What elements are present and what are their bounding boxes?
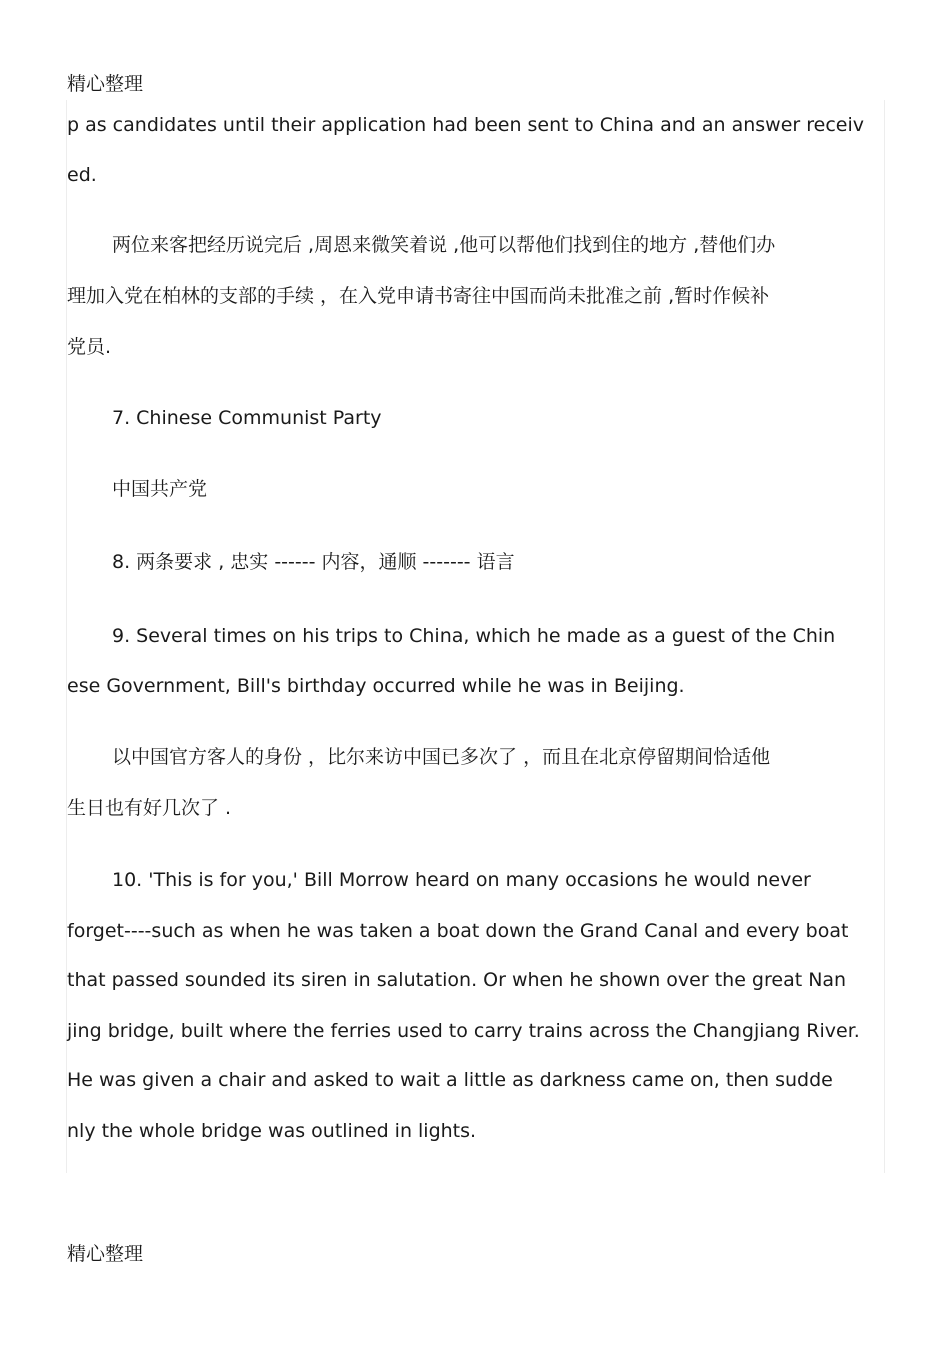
paragraph-line: nly the whole bridge was outlined in lights.	[67, 1120, 477, 1142]
paragraph-line: 10. 'This is for you,' Bill Morrow heard on many occasions he would never	[112, 869, 811, 891]
paragraph-line: 以中国官方客人的身份 ，比尔来访中国已多次了 ，而且在北京停留期间恰适他	[112, 746, 771, 768]
paragraph-line: 理加入党在柏林的支部的手续 ，在入党申请书寄往中国而尚未批准之前 ,暂时作候补	[67, 285, 770, 307]
paragraph-line: jing bridge, built where the ferries used to carry trains across the Changjiang River.	[67, 1020, 860, 1042]
paragraph-line: 生日也有好几次了 .	[67, 797, 232, 819]
paragraph-line: forget----such as when he was taken a boat down the Grand Canal and every boat	[67, 920, 849, 942]
page-header: 精心整理	[67, 73, 144, 95]
paragraph-line: p as candidates until their application had been sent to China and an answer receiv	[67, 114, 864, 136]
paragraph-line: He was given a chair and asked to wait a little as darkness came on, then sudde	[67, 1069, 833, 1091]
numbered-heading: 7. Chinese Communist Party	[112, 407, 382, 429]
page-footer: 精心整理	[67, 1243, 144, 1265]
paragraph-line: 中国共产党	[112, 478, 208, 500]
paragraph-line: 党员.	[67, 336, 112, 358]
paragraph-line: 两位来客把经历说完后 ,周恩来微笑着说 ,他可以帮他们找到住的地方 ,替他们办	[112, 234, 776, 256]
paragraph-line: ese Government, Bill's birthday occurred while he was in Beijing.	[67, 675, 685, 697]
paragraph-line: 9. Several times on his trips to China, which he made as a guest of the Chin	[112, 625, 836, 647]
paragraph-line: that passed sounded its siren in salutation. Or when he shown over the great Nan	[67, 969, 847, 991]
paragraph-line: ed.	[67, 164, 97, 186]
numbered-heading: 8. 两条要求 , 忠实 ------ 内容，通顺 ------- 语言	[112, 551, 515, 573]
